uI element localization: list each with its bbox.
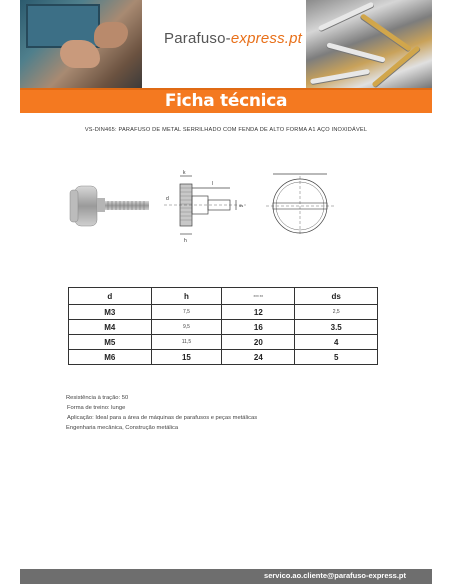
column-header: ds	[295, 288, 378, 305]
page-title: Ficha técnica	[164, 91, 288, 111]
column-header: xxx xx	[222, 288, 295, 305]
brand-logo[interactable]	[164, 30, 302, 47]
table-cell: 24	[222, 350, 295, 365]
table-cell: 11,5	[151, 335, 222, 350]
table-cell: 5	[295, 350, 378, 365]
logo-accent: express.pt	[230, 30, 303, 47]
table-cell: 9,5	[151, 320, 222, 335]
screw-photo	[70, 186, 149, 226]
note-line: Aplicação: Ideal para a área de máquinas de parafusos e peças metálicas	[67, 415, 258, 421]
column-header: h	[151, 288, 222, 305]
front-view-drawing	[266, 174, 334, 236]
screws-photo	[306, 0, 432, 90]
table-cell: 7,5	[151, 305, 222, 320]
table-cell: 3.5	[295, 320, 378, 335]
table-cell: M6	[69, 350, 152, 365]
table-row	[69, 350, 378, 365]
dim-ds: ds	[239, 203, 244, 208]
dim-d: d	[166, 196, 169, 202]
table-cell: 15	[151, 350, 222, 365]
product-notes	[66, 393, 257, 433]
footer-bar	[20, 569, 432, 584]
table-cell: M4	[69, 320, 152, 335]
table-cell: M5	[69, 335, 152, 350]
table-row	[69, 335, 378, 350]
note-line: Forma de treino: lunge	[67, 405, 126, 411]
title-bar	[20, 88, 432, 113]
table-cell: 4	[295, 335, 378, 350]
dim-h: h	[184, 238, 187, 244]
table-cell: 16	[222, 320, 295, 335]
table-row	[69, 305, 378, 320]
table-cell: 12	[222, 305, 295, 320]
product-subtitle: VS-DIN465: PARAFUSO DE METAL SERRILHADO COM FENDA DE ALTO FORMA A1 AÇO INOXIDÁVEL	[84, 127, 368, 133]
table-cell: 20	[222, 335, 295, 350]
note-line: Resistência à tração: 50	[66, 395, 129, 401]
dim-l: l	[212, 181, 214, 187]
note-line: Engenharia mecânica, Construção metálica	[66, 425, 179, 431]
header-banner	[20, 0, 432, 90]
logo-main: Parafuso	[164, 30, 226, 47]
dim-k: k	[183, 170, 186, 176]
dimension-table	[68, 287, 378, 365]
side-view-drawing	[164, 176, 246, 234]
column-header: d	[69, 288, 152, 305]
contact-email-link[interactable]: servico.ao.cliente@parafuso-express.pt	[264, 571, 406, 580]
logo-dash: -	[225, 30, 231, 47]
table-header-row	[69, 288, 378, 305]
technical-drawing	[60, 168, 390, 250]
table-row	[69, 320, 378, 335]
workshop-photo	[20, 0, 142, 90]
table-cell: 2,5	[295, 305, 378, 320]
table-cell: M3	[69, 305, 152, 320]
